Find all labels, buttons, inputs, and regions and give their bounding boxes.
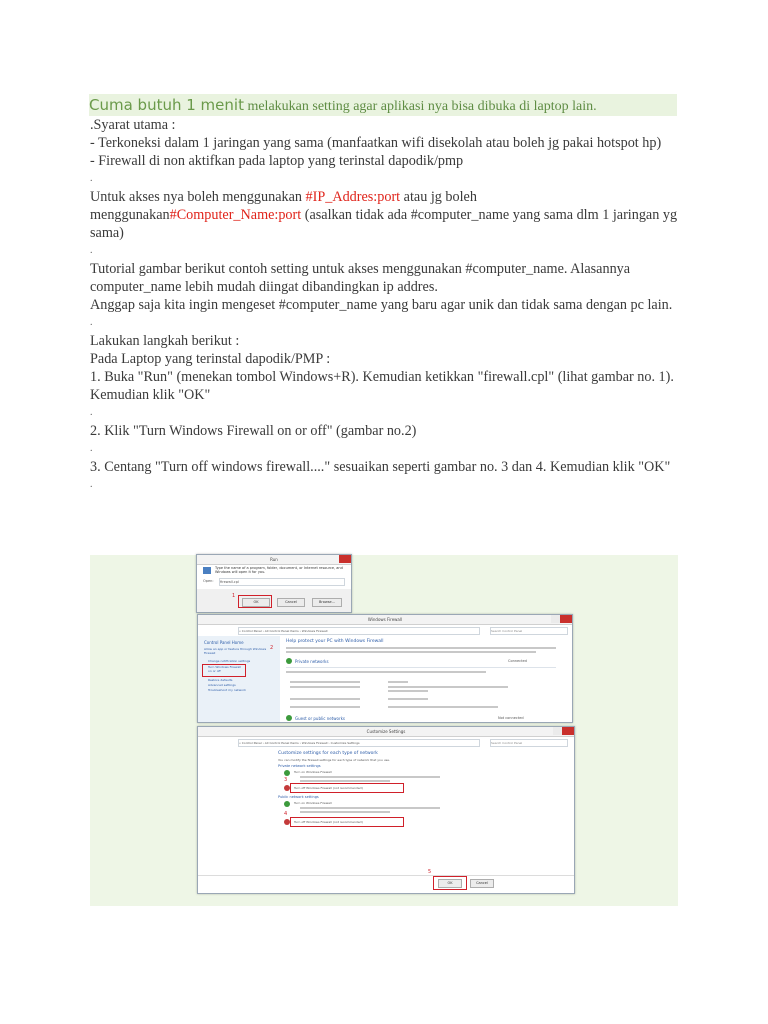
text-line xyxy=(388,706,498,708)
close-icon[interactable] xyxy=(339,555,351,563)
custom-address-bar[interactable]: « Control Panel › All Control Panel Items › Windows Firewall › Customize Settings xyxy=(238,739,480,747)
private-turn-off-option[interactable]: Turn off Windows Firewall (not recommended) xyxy=(294,786,363,790)
text-line xyxy=(290,686,360,688)
run-prompt: Type the name of a program, folder, document, or Internet resource, and Windows will open it for you. xyxy=(215,566,343,574)
ip-address-hashtag[interactable]: #IP_Addres:port xyxy=(305,189,401,205)
sidebar-item-turn-on-off[interactable]: Turn Windows Firewall on or off xyxy=(208,665,241,673)
text-line xyxy=(300,780,390,782)
minimize-icon[interactable] xyxy=(551,615,560,623)
step-marker: 3 xyxy=(284,777,288,783)
text-line xyxy=(290,681,360,683)
syarat-label: .Syarat utama : xyxy=(90,117,176,133)
text-line xyxy=(286,671,486,673)
highlight-box xyxy=(290,817,404,827)
separator-dot: . xyxy=(90,173,93,184)
firewall-sidebar xyxy=(198,636,280,722)
private-turn-on-option[interactable]: Turn on Windows Firewall xyxy=(294,770,332,774)
sidebar-item-restore[interactable]: Restore defaults xyxy=(208,678,233,682)
custom-search-input[interactable]: Search Control Panel xyxy=(490,739,568,747)
step-marker: 4 xyxy=(284,811,288,817)
custom-ok-button[interactable]: OK xyxy=(438,879,462,888)
headline-rest: melakukan setting agar aplikasi nya bisa dibuka di laptop lain. xyxy=(243,99,597,114)
separator-dot: . xyxy=(90,317,93,328)
step-marker: 2 xyxy=(270,645,274,651)
connected-status: Connected xyxy=(508,659,527,663)
customize-settings-window xyxy=(197,726,575,894)
run-title: Run xyxy=(270,557,278,562)
document-body xyxy=(90,94,680,494)
divider xyxy=(198,875,574,876)
akses-text: Untuk akses nya boleh menggunakan xyxy=(90,189,306,205)
text-line xyxy=(286,647,556,649)
langkah-label: Lakukan langkah berikut : xyxy=(90,333,240,349)
shield-check-icon xyxy=(286,658,292,664)
text-line xyxy=(300,807,440,809)
public-turn-off-option[interactable]: Turn off Windows Firewall (not recommended) xyxy=(294,820,363,824)
run-open-input[interactable]: firewall.cpl xyxy=(219,578,345,586)
requirement-1: - Terkoneksi dalam 1 jaringan yang sama (manfaatkan wifi disekolah atau boleh jg pakai hotspot hp) xyxy=(90,135,662,151)
run-browse-button[interactable]: Browse... xyxy=(312,598,342,607)
run-ok-button[interactable]: OK xyxy=(242,598,270,607)
akses-text-post: (asalkan tidak ada #computer_name yang sama dlm 1 jaringan yg sama) xyxy=(90,207,678,241)
headline-lead: Cuma butuh 1 menit xyxy=(89,96,244,114)
text-line xyxy=(286,651,536,653)
headline xyxy=(89,94,677,116)
public-settings-label: Public network settings xyxy=(278,795,319,799)
sidebar-item-troubleshoot[interactable]: Troubleshoot my network xyxy=(208,688,246,692)
separator-dot: . xyxy=(90,245,93,256)
text-line xyxy=(290,698,360,700)
private-settings-label: Private network settings xyxy=(278,764,321,768)
custom-heading: Customize settings for each type of network xyxy=(278,751,378,756)
separator-dot: . xyxy=(90,479,93,490)
tutorial-paragraph: Tutorial gambar berikut contoh setting untuk akses menggunakan #computer_name. Alasannya computer_name lebih mudah diingat dibandingkan ip addres. xyxy=(90,261,631,295)
text-line xyxy=(388,686,508,688)
minimize-icon[interactable] xyxy=(553,727,562,735)
highlight-box xyxy=(202,664,246,677)
akses-text-mid: atau jg boleh menggunakan xyxy=(90,189,477,223)
custom-cancel-button[interactable]: Cancel xyxy=(470,879,494,888)
text-line xyxy=(388,690,428,692)
close-icon[interactable] xyxy=(560,615,572,623)
shield-check-icon xyxy=(286,715,292,721)
run-titlebar xyxy=(197,555,351,565)
separator-dot: . xyxy=(90,443,93,454)
text-line xyxy=(290,706,360,708)
text-line xyxy=(300,776,440,778)
text-line xyxy=(300,811,390,813)
highlight-box xyxy=(290,783,404,793)
run-app-icon xyxy=(203,567,211,574)
shield-check-icon xyxy=(284,770,290,776)
close-icon[interactable] xyxy=(562,727,574,735)
custom-subtext: You can modify the firewall settings for each type of network that you use. xyxy=(278,758,390,762)
run-dialog xyxy=(196,554,352,613)
step-1: 1. Buka "Run" (menekan tombol Windows+R). Kemudian ketikkan "firewall.cpl" (lihat gambar no. 1). Kemudian klik "OK" xyxy=(90,369,674,403)
text-line xyxy=(388,698,428,700)
divider xyxy=(286,667,556,668)
sidebar-item-advanced[interactable]: Advanced settings xyxy=(208,683,236,687)
step-2: 2. Klik "Turn Windows Firewall on or off" (gambar no.2) xyxy=(90,423,417,439)
sidebar-item-allow-app[interactable]: Allow an app or feature through Windows Firewall xyxy=(204,647,267,655)
custom-titlebar xyxy=(198,727,574,737)
custom-title: Customize Settings xyxy=(366,729,406,734)
firewall-titlebar xyxy=(198,615,572,625)
sidebar-item-notifications[interactable]: Change notification settings xyxy=(208,659,251,663)
run-cancel-button[interactable]: Cancel xyxy=(277,598,305,607)
highlight-box xyxy=(238,595,272,608)
text-line xyxy=(388,681,408,683)
firewall-title: Windows Firewall xyxy=(367,617,403,622)
separator-dot: . xyxy=(90,407,93,418)
anggap-paragraph: Anggap saja kita ingin mengeset #computer_name yang baru agar unik dan tidak sama dengan pc lain. xyxy=(90,297,673,313)
requirement-2: - Firewall di non aktifkan pada laptop yang terinstal dapodik/pmp xyxy=(90,153,464,169)
sidebar-item-home[interactable]: Control Panel Home xyxy=(204,640,244,645)
private-networks-label: Private networks xyxy=(295,659,329,664)
firewall-search-input[interactable]: Search Control Panel xyxy=(490,627,568,635)
akses-paragraph xyxy=(90,188,680,242)
firewall-window xyxy=(197,614,573,723)
computer-name-hashtag[interactable]: #Computer_Name:port xyxy=(169,207,302,223)
firewall-address-bar[interactable]: « Control Panel › All Control Panel Items › Windows Firewall xyxy=(238,627,480,635)
step-marker: 5 xyxy=(428,869,432,875)
step-marker: 1 xyxy=(232,593,236,599)
highlight-box xyxy=(433,876,467,890)
run-open-label: Open: xyxy=(203,579,214,583)
shield-check-icon xyxy=(284,801,290,807)
firewall-heading: Help protect your PC with Windows Firewall xyxy=(286,639,384,644)
not-connected-status: Not connected xyxy=(498,716,524,720)
pada-label: Pada Laptop yang terinstal dapodik/PMP : xyxy=(90,351,331,367)
step-3: 3. Centang "Turn off windows firewall...." sesuaikan seperti gambar no. 3 dan 4. Kemudian klik "OK" xyxy=(90,459,671,475)
guest-networks-label: Guest or public networks xyxy=(295,716,346,721)
public-turn-on-option[interactable]: Turn on Windows Firewall xyxy=(294,801,332,805)
